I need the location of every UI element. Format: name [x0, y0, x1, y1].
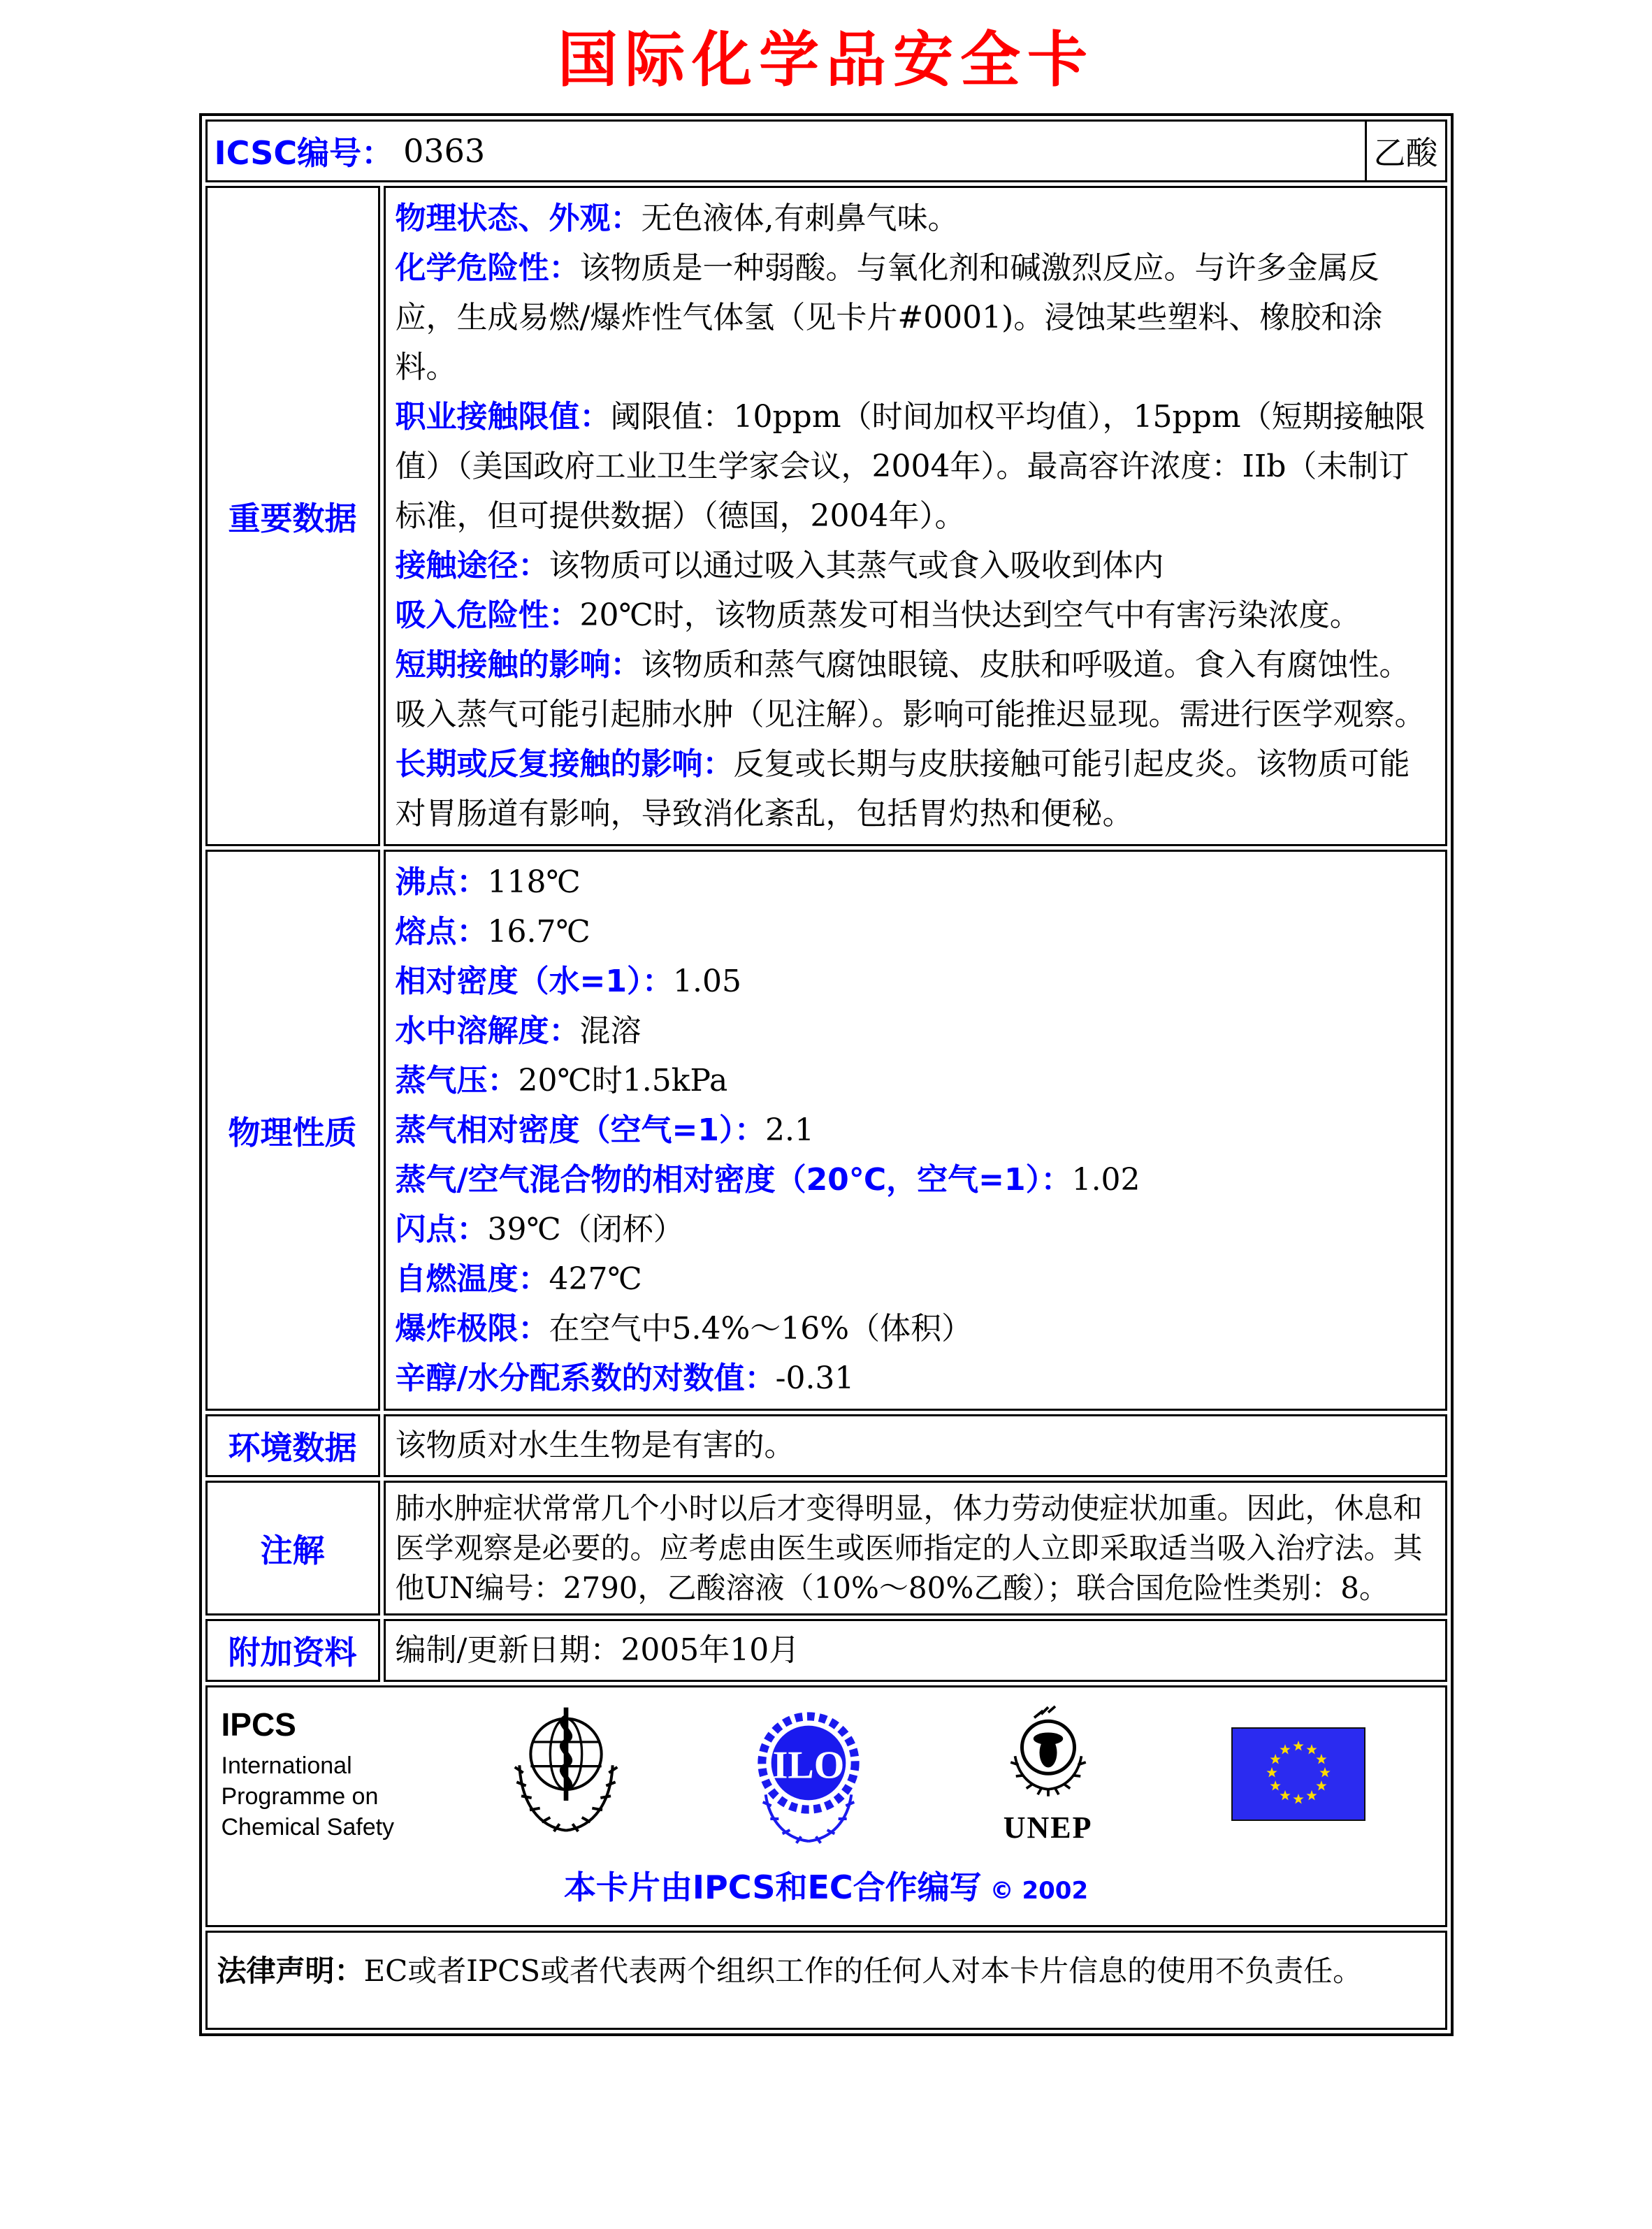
- section-row: [205, 1481, 1447, 1616]
- paragraph: [396, 1353, 1435, 1403]
- section-row: [205, 1414, 1447, 1477]
- field-label: 蒸气相对密度（空气=1）：: [395, 1112, 765, 1148]
- field-value: 16.7℃: [487, 914, 590, 950]
- ipcs-line: Programme on: [221, 1783, 379, 1810]
- field-value: 该物质和蒸气腐蚀眼镜、皮肤和呼吸道。食入有腐蚀性。 吸入蒸气可能引起肺水肿（见注解）。影响可能推迟显现。需进行医学观察。: [395, 647, 1426, 732]
- field-label: 闪点：: [395, 1212, 488, 1247]
- section-content: [384, 1481, 1447, 1616]
- ipcs-text-block: [222, 1706, 445, 1843]
- paragraph: [396, 739, 1435, 838]
- svg-text:ILO: ILO: [773, 1743, 845, 1787]
- field-label: 辛醇/水分配系数的对数值：: [395, 1360, 776, 1396]
- page-title: 国际化学品安全卡: [558, 24, 1094, 95]
- field-label: 接触途径：: [395, 548, 549, 583]
- paragraph: [396, 1205, 1435, 1254]
- field-label: 吸入危险性：: [395, 597, 580, 633]
- ipcs-line: International: [221, 1752, 352, 1779]
- field-label: 职业接触限值：: [395, 399, 611, 435]
- section-content: [384, 850, 1447, 1411]
- paragraph: [396, 194, 1435, 243]
- eu-flag-icon: [1231, 1727, 1365, 1821]
- paragraph: [396, 243, 1435, 392]
- field-label: 水中溶解度：: [395, 1013, 580, 1049]
- header-row: [205, 119, 1447, 182]
- field-value: 20℃时1.5kPa: [518, 1063, 728, 1098]
- section-content: [384, 1619, 1447, 1682]
- legal-cell: [205, 1931, 1447, 2030]
- paragraph: [396, 1304, 1435, 1353]
- paragraph: [396, 541, 1435, 590]
- field-value: 混溶: [579, 1013, 642, 1049]
- field-label: 沸点：: [395, 864, 488, 900]
- icsc-card-table: [199, 113, 1454, 2036]
- field-value: 427℃: [549, 1261, 642, 1297]
- field-value: 39℃（闭杯）: [487, 1212, 684, 1247]
- logos-row: [205, 1685, 1447, 1927]
- field-value: 编制/更新日期：2005年10月: [395, 1632, 800, 1668]
- sections-body: [205, 186, 1447, 1682]
- unep-logo-text: UNEP: [1003, 1810, 1093, 1845]
- field-label: 爆炸极限：: [395, 1311, 549, 1346]
- icsc-number-label: ICSC编号：: [214, 134, 394, 172]
- legal-label: 法律声明：: [217, 1954, 364, 1988]
- field-value: 20℃时，该物质蒸发可相当快达到空气中有害污染浓度。: [579, 597, 1361, 633]
- paragraph: [396, 590, 1435, 640]
- field-label: 自燃温度：: [395, 1261, 549, 1297]
- field-value: 阈限值：10ppm（时间加权平均值），15ppm（短期接触限值）（美国政府工业卫生学家会议，2004年）。最高容许浓度：IIb（未制订标准，但可提供数据）（德国，2004年）。: [395, 399, 1426, 534]
- icsc-number-value: 0363: [403, 132, 486, 170]
- section-row: [205, 186, 1447, 846]
- cooperation-caption: [222, 1862, 1431, 1908]
- section-label: 附加资料: [205, 1619, 380, 1682]
- paragraph: [396, 1488, 1435, 1608]
- field-value: 肺水肿症状常常几个小时以后才变得明显，体力劳动使症状加重。因此，休息和医学观察是必要的。应考虑由医生或医师指定的人立即采取适当吸入治疗法。其他UN编号：2790，乙酸溶液（10%～80%乙酸）；联合国危险性类别：8。: [395, 1491, 1423, 1605]
- copyright-text: © 2002: [990, 1877, 1089, 1905]
- unep-logo-icon: [996, 1704, 1101, 1845]
- field-label: 蒸气/空气混合物的相对密度（20℃，空气=1）：: [395, 1162, 1072, 1198]
- legal-text: EC或者IPCS或者代表两个组织工作的任何人对本卡片信息的使用不负责任。: [363, 1954, 1363, 1988]
- legal-row: [205, 1931, 1447, 2030]
- field-label: 蒸气压：: [395, 1063, 519, 1098]
- field-value: 该物质对水生生物是有害的。: [395, 1428, 795, 1463]
- icsc-number-group: [208, 122, 493, 180]
- section-row: [205, 1619, 1447, 1682]
- ipcs-acronym: IPCS: [221, 1706, 296, 1743]
- field-label: 化学危险性：: [395, 250, 580, 286]
- section-label: 物理性质: [205, 850, 380, 1411]
- field-label: 相对密度（水=1）：: [395, 964, 673, 999]
- ipcs-line: Chemical Safety: [221, 1814, 395, 1840]
- field-value: 反复或长期与皮肤接触可能引起皮炎。该物质可能对胃肠道有影响，导致消化紊乱，包括胃灼热和便秘。: [395, 746, 1410, 832]
- field-value: 该物质可以通过吸入其蒸气或食入吸收到体内: [549, 548, 1164, 583]
- field-value: -0.31: [775, 1360, 855, 1396]
- who-logo-icon: [510, 1700, 622, 1848]
- field-value: 无色液体,有刺鼻气味。: [641, 201, 959, 236]
- header-cell: [205, 119, 1447, 182]
- section-row: [205, 850, 1447, 1411]
- paragraph: [396, 1155, 1435, 1205]
- ilo-logo-icon: [753, 1701, 864, 1847]
- field-value: 2.1: [765, 1112, 814, 1148]
- field-value: 118℃: [487, 864, 581, 900]
- field-value: 在空气中5.4%～16%（体积）: [549, 1311, 973, 1346]
- field-label: 物理状态、外观：: [395, 201, 642, 236]
- footer-body: [205, 1685, 1447, 2030]
- logo-strip: [445, 1700, 1431, 1848]
- section-content: [384, 1414, 1447, 1477]
- paragraph: [396, 857, 1435, 907]
- field-label: 熔点：: [395, 914, 488, 950]
- section-label: 注解: [205, 1481, 380, 1616]
- paragraph: [396, 907, 1435, 957]
- paragraph: [396, 1628, 1435, 1673]
- header-body: [205, 119, 1447, 182]
- chemical-name: 乙酸: [1365, 122, 1445, 180]
- section-label: 重要数据: [205, 186, 380, 846]
- field-value: 1.05: [672, 964, 741, 999]
- cooperation-caption-text: 本卡片由IPCS和EC合作编写: [563, 1868, 982, 1906]
- field-label: 长期或反复接触的影响：: [395, 746, 734, 782]
- field-label: 短期接触的影响：: [395, 647, 642, 683]
- field-value: 该物质是一种弱酸。与氧化剂和碱激烈反应。与许多金属反应，生成易燃/爆炸性气体氢（见卡片#0001)。浸蚀某些塑料、橡胶和涂料。: [395, 250, 1383, 385]
- paragraph: [396, 957, 1435, 1006]
- paragraph: [396, 1006, 1435, 1056]
- section-content: [384, 186, 1447, 846]
- paragraph: [396, 392, 1435, 541]
- paragraph: [396, 1056, 1435, 1105]
- field-value: 1.02: [1071, 1162, 1140, 1198]
- paragraph: [396, 1423, 1435, 1468]
- paragraph: [396, 1254, 1435, 1304]
- section-label: 环境数据: [205, 1414, 380, 1477]
- logos-cell: [205, 1685, 1447, 1927]
- paragraph: [396, 640, 1435, 739]
- paragraph: [396, 1105, 1435, 1155]
